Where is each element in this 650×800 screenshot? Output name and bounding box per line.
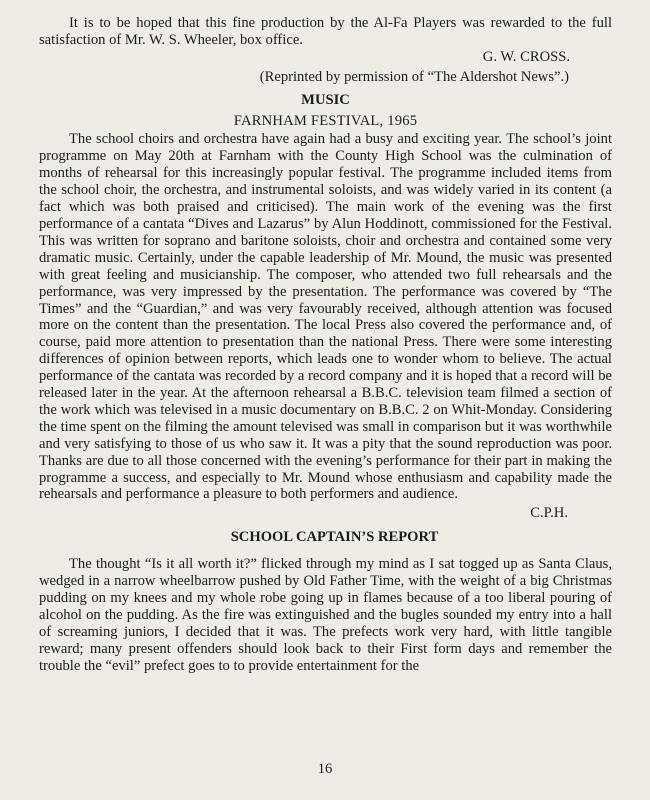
top-signature: G. W. CROSS.: [482, 48, 570, 65]
top-paragraph: It is to be hoped that this fine production by the Al-Fa Players was rewarded to the full satisfaction of Mr. W. S. Wheeler, box office.: [39, 15, 612, 48]
text-column: [39, 15, 612, 675]
music-heading: MUSIC: [301, 91, 350, 108]
page-number: 16: [317, 761, 333, 777]
festival-heading: FARNHAM FESTIVAL, 1965: [233, 112, 418, 129]
music-paragraph: The school choirs and orchestra have again had a busy and exciting year. The school’s joint programme on May 20th at Farnham with the County High School was the culmination of months of rehearsal for this increasingly popular festival. The programme included items from the school choir, the orchestra, and instrumental soloists, and was widely varied in its content (a fact which was both praised and criticised). The main work of the evening was the first performance of a cantata “Dives and Lazarus” by Alun Hoddinott, commissioned for the Festival. This was written for soprano and baritone soloists, choir and orchestra and contained some very dramatic music. Certainly, under the capable leadership of Mr. Mound, the music was presented with great feeling and musicianship. The composer, who attended two full rehearsals and the performance, was very impressed by the presentation. The performance was covered by “The Times” and the “Guardian,” and was very favourably received, although attention was focused more on the content than the presentation. The local Press also covered the performance and, of course, paid more attention to presentation than the national Press. There were some interesting differences of opinion between reports, which leads one to wonder whom to believe. The actual performance of the cantata was recorded by a record company and it is hoped that a record will be released later in the year. At the afternoon rehearsal a B.B.C. television team filmed a section of the work which was televised in a music documentary on B.B.C. 2 on Whit-Monday. Considering the time spent on the filming the amount televised was small in comparison but it was worthwhile and very satisfying to those of us who saw it. It was a pity that the sound reproduction was poor. Thanks are due to all those concerned with the evening’s performance for their part in making the programme a success, and especially to Mr. Mound whose enthusiasm and capability made the rehearsals and performance a pleasure to both performers and audience.: [39, 131, 612, 503]
captain-heading: SCHOOL CAPTAIN’S REPORT: [230, 529, 439, 546]
reprint-note: (Reprinted by permission of “The Aldershot News”.): [259, 68, 569, 85]
music-signature: C.P.H.: [530, 505, 568, 522]
captain-paragraph: The thought “Is it all worth it?” flicked through my mind as I sat togged up as Santa Claus, wedged in a narrow wheelbarrow pushed by Old Father Time, with the weight of a big Christmas pudding on my knees and my whole robe going up in flames because of a too liberal pouring of alcohol on the pudding. As the fire was extinguished and the bugles sounded my entry into a hall of screaming juniors, I decided that it was. The prefects work very hard, with little tangible reward; many present offenders should look back to their First form days and remember the trouble the “evil” prefect goes to to provide entertainment for the: [39, 556, 612, 674]
